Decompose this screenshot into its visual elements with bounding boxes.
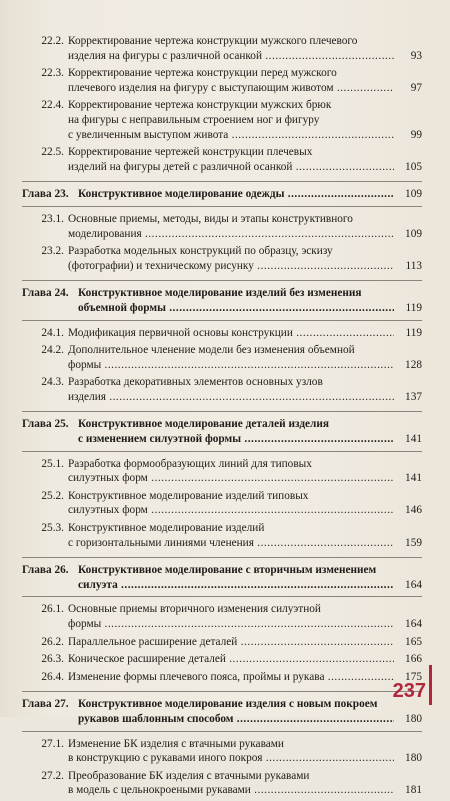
toc-entry[interactable] xyxy=(22,375,422,404)
page-ref: 137 xyxy=(405,390,422,403)
toc-entry[interactable] xyxy=(22,635,422,650)
section-number: 26.4. xyxy=(41,670,64,683)
section-number: 22.4. xyxy=(41,99,64,112)
section-number: 23.2. xyxy=(41,245,64,258)
section-title-line: Коническое расширение деталей ..... xyxy=(68,652,394,667)
toc-entry[interactable] xyxy=(22,212,422,241)
toc-entry[interactable] xyxy=(22,326,422,341)
chapter-number: Глава 27. xyxy=(22,698,69,711)
page-ref: 166 xyxy=(405,653,422,666)
section-title-line: Параллельное расширение деталей ..... xyxy=(68,635,394,650)
section-number: 27.1. xyxy=(41,737,64,750)
toc-entry[interactable] xyxy=(22,145,422,174)
page-ref: 99 xyxy=(410,128,422,141)
toc-chapter[interactable] xyxy=(22,697,422,726)
section-number: 24.1. xyxy=(41,326,64,339)
section-number: 25.1. xyxy=(41,457,64,470)
chapter-title-line: объемной формы ..... xyxy=(78,301,394,316)
table-of-contents xyxy=(22,34,422,801)
page-number: 237 xyxy=(392,680,426,702)
section-title-line: формы ..... xyxy=(68,358,394,373)
page-ref: 93 xyxy=(410,49,422,62)
chapter-number: Глава 26. xyxy=(22,564,69,577)
page-ref: 128 xyxy=(405,358,422,371)
section-title-line: Корректирование чертежа конструкции перед мужского xyxy=(68,67,337,80)
page-ref: 141 xyxy=(405,433,422,446)
divider xyxy=(22,451,422,452)
toc-entry[interactable] xyxy=(22,489,422,518)
divider xyxy=(22,596,422,597)
page-number-bar xyxy=(429,665,432,705)
section-title-line: Дополнительное членение модели без изменения объемной xyxy=(68,344,355,357)
toc-entry[interactable] xyxy=(22,737,422,766)
section-title-line: Разработка декоративных элементов основных узлов xyxy=(68,376,323,389)
page-ref: 159 xyxy=(405,536,422,549)
section-title-line: в модель с цельнокроеными рукавами ..... xyxy=(68,783,394,798)
page-ref: 164 xyxy=(405,618,422,630)
section-title-line: изделия на фигуры с различной осанкой ..... xyxy=(68,49,394,64)
section-title-line: Конструктивное моделирование изделий типовых xyxy=(68,489,309,502)
section-title-line: Конструктивное моделирование изделий xyxy=(68,522,265,535)
toc-entry[interactable] xyxy=(22,343,422,372)
divider xyxy=(22,280,422,281)
chapter-title-line: Конструктивное моделирование одежды ..... xyxy=(78,187,394,202)
page-ref: 119 xyxy=(405,301,422,314)
section-title-line: Корректирование чертежа конструкции мужского плечевого xyxy=(68,35,358,47)
page-ref: 97 xyxy=(410,81,422,94)
chapter-number: Глава 25. xyxy=(22,418,69,431)
section-number: 25.2. xyxy=(41,489,64,502)
toc-entry[interactable] xyxy=(22,602,422,631)
section-number: 22.5. xyxy=(41,146,64,159)
page-ref: 175 xyxy=(405,670,422,683)
page-ref: 164 xyxy=(405,578,422,591)
section-title-line: с увеличенным выступом живота ..... xyxy=(68,128,394,143)
page-ref: 109 xyxy=(405,188,422,201)
section-title-line: плечевого изделия на фигуру с выступающим животом ..... xyxy=(68,81,394,96)
toc-entry[interactable] xyxy=(22,652,422,667)
divider xyxy=(22,691,422,692)
chapter-title-line: Конструктивное моделирование изделий без изменения xyxy=(78,287,362,300)
chapter-title-line: Конструктивное моделирование деталей изделия xyxy=(78,418,330,431)
section-title-line: силуэтных форм ..... xyxy=(68,503,394,518)
page-ref: 141 xyxy=(405,472,422,485)
toc-entry[interactable] xyxy=(22,66,422,95)
page-ref: 113 xyxy=(405,259,422,272)
section-number: 24.2. xyxy=(41,344,64,357)
toc-entry[interactable] xyxy=(22,457,422,486)
divider xyxy=(22,731,422,732)
section-title-line: Корректирование чертежа конструкции мужских брюк xyxy=(68,99,332,112)
chapter-title-line: с изменением силуэтной формы ..... xyxy=(78,432,394,447)
chapter-number: Глава 24. xyxy=(22,287,69,300)
section-title-line: Разработка модельных конструкций по образцу, эскизу xyxy=(68,245,333,258)
section-number: 26.3. xyxy=(41,653,64,666)
section-number: 26.2. xyxy=(41,635,64,648)
section-number: 23.1. xyxy=(41,212,64,225)
toc-entry[interactable] xyxy=(22,244,422,273)
divider xyxy=(22,181,422,182)
section-title-line: изделий на фигуры детей с различной осанкой ..... xyxy=(68,160,394,175)
section-title-line: изделия ..... xyxy=(68,390,394,405)
section-title-line: силуэтных форм ..... xyxy=(68,471,394,486)
page-ref: 119 xyxy=(405,326,422,339)
toc-chapter[interactable] xyxy=(22,563,422,592)
page-ref: 105 xyxy=(405,160,422,173)
section-title-line: Корректирование чертежей конструкции плечевых xyxy=(68,146,313,159)
chapter-title-line: силуэта ..... xyxy=(78,578,394,593)
section-title-line: Изменение формы плечевого пояса, проймы и рукава ..... xyxy=(68,670,394,685)
section-title-line: Основные приемы, методы, виды и этапы конструктивного xyxy=(68,212,353,225)
section-title-line: формы ..... xyxy=(68,617,394,632)
section-title-line: на фигуры с неправильным строением ног и фигуру xyxy=(68,113,320,126)
section-title-line: с горизонтальными линиями членения ..... xyxy=(68,536,394,551)
toc-entry[interactable] xyxy=(22,34,422,63)
section-title-line: Изменение БК изделия с втачными рукавами xyxy=(68,737,284,750)
section-title-line: в конструкцию с рукавами иного покроя ..... xyxy=(68,751,394,766)
chapter-title-line: Конструктивное моделирование с вторичным изменением xyxy=(78,564,377,577)
page-ref: 180 xyxy=(405,712,422,725)
divider xyxy=(22,206,422,207)
divider xyxy=(22,411,422,412)
chapter-title-line: рукавов шаблонным способом ..... xyxy=(78,712,394,727)
chapter-title-line: Конструктивное моделирование изделия с новым покроем xyxy=(78,698,378,711)
page-ref: 146 xyxy=(405,504,422,517)
page-ref: 109 xyxy=(405,227,422,240)
toc-chapter[interactable] xyxy=(22,286,422,315)
section-number: 22.2. xyxy=(41,35,64,47)
toc-entry[interactable] xyxy=(22,769,422,798)
toc-chapter[interactable] xyxy=(22,417,422,446)
chapter-number: Глава 23. xyxy=(22,188,69,201)
section-number: 24.3. xyxy=(41,376,64,389)
section-title-line: Разработка формообразующих линий для типовых xyxy=(68,457,312,470)
toc-entry[interactable] xyxy=(22,521,422,550)
section-number: 25.3. xyxy=(41,522,64,535)
section-number: 26.1. xyxy=(41,603,64,616)
section-title-line: Основные приемы вторичного изменения силуэтной xyxy=(68,603,321,616)
divider xyxy=(22,557,422,558)
toc-chapter[interactable] xyxy=(22,187,422,202)
toc-entry[interactable] xyxy=(22,670,422,685)
section-title-line: Модификация первичной основы конструкции ..... xyxy=(68,326,394,341)
section-title-line: (фотографии) и техническому рисунку ..... xyxy=(68,259,394,274)
divider xyxy=(22,320,422,321)
page-ref: 180 xyxy=(405,752,422,765)
page-ref: 181 xyxy=(405,784,422,797)
section-title-line: Преобразование БК изделия с втачными рукавами xyxy=(68,769,310,782)
section-title-line: моделирования ..... xyxy=(68,227,394,242)
section-number: 27.2. xyxy=(41,769,64,782)
page-ref: 165 xyxy=(405,635,422,648)
toc-entry[interactable] xyxy=(22,98,422,142)
section-number: 22.3. xyxy=(41,67,64,80)
